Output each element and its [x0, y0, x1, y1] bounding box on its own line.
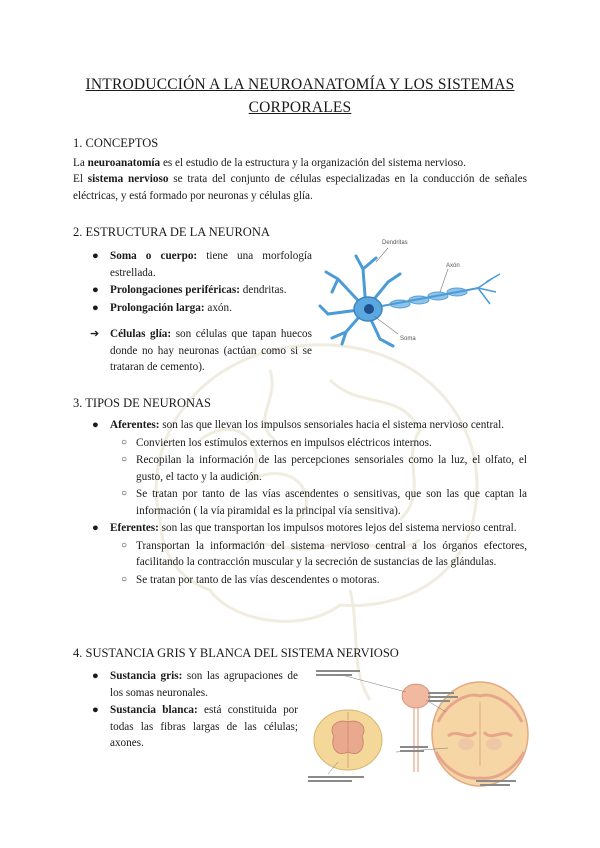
glia-note: ➔ Células glía: son células que tapan huecos donde no hay neuronas (actúan como si se trataran de cemento).	[90, 328, 312, 373]
gray-white-matter-diagram	[308, 662, 530, 792]
section-3-heading: 3. TIPOS DE NEURONAS	[73, 396, 211, 410]
dendrites-label: Dendritas	[382, 240, 408, 246]
list-item: ● Soma o cuerpo: tiene una morfología estrellada.	[92, 250, 313, 279]
sub-list-item: ○ Se tratan por tanto de las vías descendentes o motoras.	[121, 573, 380, 586]
gray-white-matter-list	[90, 668, 298, 753]
list-item: ● Prolongación larga: axón.	[92, 301, 232, 314]
arrow-icon: ➔	[90, 328, 100, 340]
list-item-eferentes: ● Eferentes: son las que transportan los impulsos motores lejos del sistema nervioso central. ○ Transportan la información del sistema nervioso central a los órganos efectores, facilitando la contracción muscular y la secreción de sustancias de las glándulas. ○ Se tratan por tanto de las vías descendentes o motoras.	[90, 520, 527, 588]
neuron-structure-list	[90, 248, 312, 317]
soma-label: Soma	[400, 336, 416, 342]
axon-label: Axón	[446, 263, 460, 269]
neuron-types-list	[90, 417, 527, 589]
eferentes-sublist	[118, 538, 527, 589]
list-item: ● Sustancia blanca: está constituida por todas las fibras largas de las células; axones.	[92, 704, 299, 749]
paragraph-sistema-nervioso: El sistema nervioso se trata del conjunto de células especializadas en la conducción de señales eléctricas, y está formado por neuronas y células glía.	[73, 173, 527, 202]
page-title: INTRODUCCIÓN A LA NEUROANATOMÍA Y LOS SISTEMAS CORPORALES	[85, 76, 515, 116]
aferentes-sublist	[118, 435, 527, 520]
sub-list-item: ○ Se tratan por tanto de las vías ascendentes o sensitivas, que son las que captan la información ( la vía piramidal es la principal vía sensitiva).	[121, 488, 527, 517]
sub-list-item: ○ Transportan la información del sistema nervioso central a los órganos efectores, facilitando la contracción muscular y la secreción de sustancias de las glándulas.	[121, 539, 527, 568]
neuron-diagram	[318, 234, 523, 349]
section-1-heading: 1. CONCEPTOS	[73, 136, 159, 150]
section-4-heading: 4. SUSTANCIA GRIS Y BLANCA DEL SISTEMA NERVIOSO	[73, 646, 399, 660]
list-item: ● Prolongaciones periféricas: dendritas.	[92, 284, 287, 296]
sub-list-item: ○ Recopilan la información de las percepciones sensoriales como la luz, el olfato, el gusto, el tacto y la audición.	[121, 454, 527, 483]
paragraph-neuroanatomia: La neuroanatomía es el estudio de la estructura y la organización del sistema nervioso.	[73, 157, 466, 169]
section-2-heading: 2. ESTRUCTURA DE LA NEURONA	[73, 225, 270, 239]
sub-list-item: ○ Convierten los estímulos externos en impulsos eléctricos internos.	[121, 436, 432, 449]
list-item-aferentes: ● Aferentes: son las que llevan los impulsos sensoriales hacia el sistema nervioso central. ○ Convierten los estímulos externos en impulsos eléctricos internos. ○ Recopilan la información de las percepciones sensoriales como la luz, el olfato, el gusto, el tacto y la audición. ○ Se tratan por tanto de las vías ascendentes o sensitivas, que son las que captan la información ( la vía piramidal es la principal vía sensitiva).	[90, 417, 527, 519]
list-item: ● Sustancia gris: son las agrupaciones de los somas neuronales.	[92, 670, 298, 699]
